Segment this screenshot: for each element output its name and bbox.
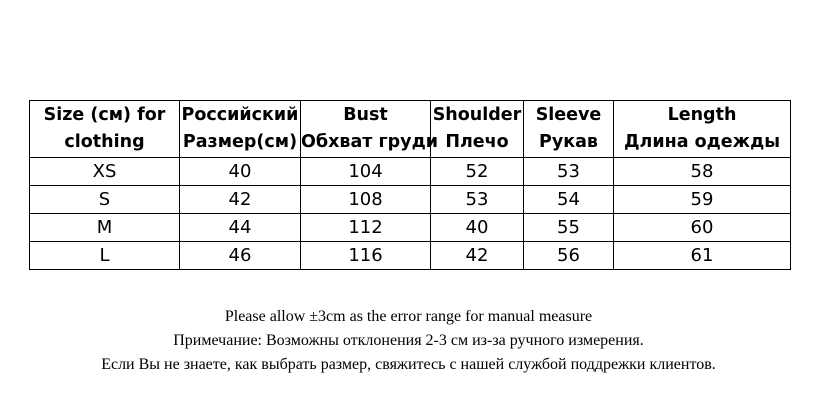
cell-shoulder: 42	[431, 242, 524, 270]
cell-sleeve: 55	[524, 214, 614, 242]
cell-size: S	[30, 186, 180, 214]
table-row	[30, 214, 791, 242]
cell-sleeve: 54	[524, 186, 614, 214]
header-length: Length Длина одежды	[614, 101, 791, 158]
cell-bust: 108	[301, 186, 431, 214]
table-row	[30, 158, 791, 186]
note-measurement-tolerance: Please allow ±3cm as the error range for manual measure	[224, 308, 593, 325]
table-row	[30, 186, 791, 214]
cell-length: 59	[614, 186, 791, 214]
cell-sleeve: 53	[524, 158, 614, 186]
table-row	[30, 242, 791, 270]
cell-shoulder: 52	[431, 158, 524, 186]
cell-bust: 104	[301, 158, 431, 186]
cell-russian-size: 46	[180, 242, 301, 270]
cell-russian-size: 44	[180, 214, 301, 242]
cell-russian-size: 42	[180, 186, 301, 214]
notes-block	[0, 305, 817, 377]
note-contact-support: Если Вы не знаете, как выбрать размер, свяжитесь с нашей службой поддрежки клиентов.	[101, 356, 716, 373]
cell-shoulder: 53	[431, 186, 524, 214]
cell-size: M	[30, 214, 180, 242]
cell-bust: 112	[301, 214, 431, 242]
note-russian-tolerance: Примечание: Возможны отклонения 2-3 см из-за ручного измерения.	[173, 332, 644, 349]
cell-size: L	[30, 242, 180, 270]
size-chart-table	[29, 100, 791, 270]
header-shoulder: Shoulder Плечо	[431, 101, 524, 158]
cell-bust: 116	[301, 242, 431, 270]
header-sleeve: Sleeve Рукав	[524, 101, 614, 158]
cell-sleeve: 56	[524, 242, 614, 270]
cell-length: 60	[614, 214, 791, 242]
header-size: Size (см) for clothing	[30, 101, 180, 158]
cell-russian-size: 40	[180, 158, 301, 186]
header-bust: Bust Обхват груди	[301, 101, 431, 158]
header-row	[30, 101, 791, 158]
cell-shoulder: 40	[431, 214, 524, 242]
cell-length: 61	[614, 242, 791, 270]
cell-length: 58	[614, 158, 791, 186]
cell-size: XS	[30, 158, 180, 186]
header-russian-size: Российский Размер(см)	[180, 101, 301, 158]
